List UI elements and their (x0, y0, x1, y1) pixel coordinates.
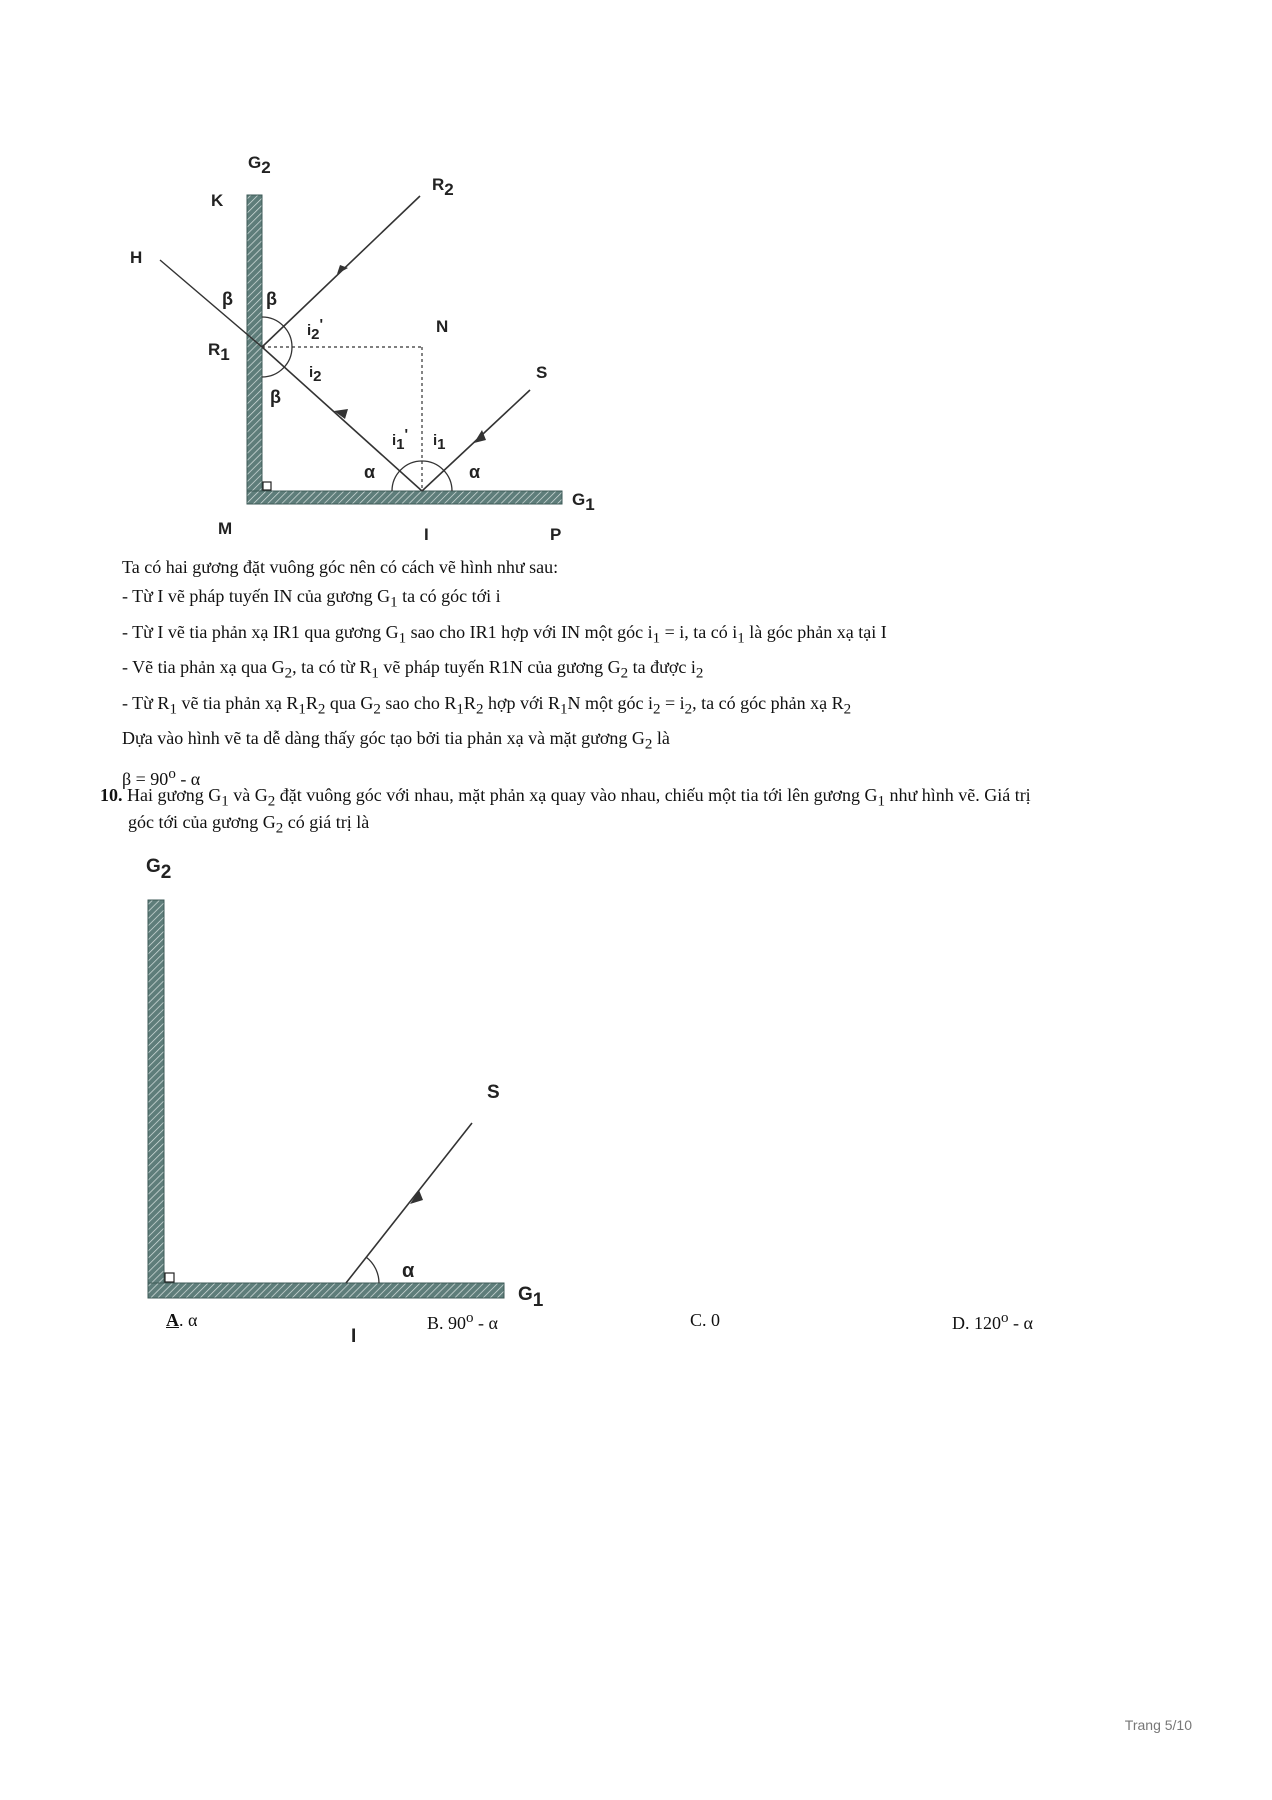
label-i2-prime: i2' (307, 316, 324, 343)
angle-arc-alpha (366, 1257, 379, 1283)
label-i: I (424, 525, 429, 544)
mirror-g1 (247, 491, 562, 504)
answer-a[interactable]: A. α (166, 1310, 198, 1330)
label-i2: i2 (309, 364, 322, 385)
solution-conclusion: Dựa vào hình vẽ ta dễ dàng thấy góc tạo bởi tia phản xạ và mặt gương $G_2$ là (122, 728, 670, 753)
label-n: N (436, 317, 449, 336)
question-10 (100, 785, 1180, 838)
label-beta-bottom: β (270, 387, 281, 407)
label-h: H (130, 248, 143, 267)
label-i1-prime: i1' (392, 426, 409, 453)
label-beta-left: β (222, 289, 233, 309)
mirror-g2 (148, 900, 164, 1298)
label-g2: G2 (248, 153, 271, 177)
answer-b[interactable]: B. 90$^o$ - α (427, 1310, 498, 1333)
label-g1: G1 (572, 490, 595, 514)
label-p: P (550, 525, 562, 544)
label-beta-right: β (266, 289, 277, 309)
right-angle-mark (263, 482, 271, 490)
label-k: K (211, 191, 224, 210)
incident-ray (346, 1123, 472, 1283)
label-m: M (218, 519, 233, 538)
answer-d[interactable]: D. 120$^o$ - α (952, 1310, 1033, 1333)
label-s: S (536, 363, 548, 382)
question-number: 10. (100, 785, 123, 805)
right-angle-mark (165, 1273, 174, 1282)
figure-mirror-reflection-solution (0, 0, 1272, 560)
answer-c[interactable]: C. 0 (690, 1310, 721, 1330)
label-g1: G1 (518, 1284, 544, 1311)
question-line-1: 10. Hai gương $G_1$ và $G_2$ đặt vuông góc với nhau, mặt phản xạ quay vào nhau, chiếu một tia tới lên gương $G_1$ như hình vẽ. Giá trị (100, 785, 1031, 810)
label-r2: R2 (432, 175, 454, 199)
label-r1: R1 (208, 340, 230, 364)
arrow-incident (410, 1190, 423, 1204)
solution-result: $\beta = 90^o - \alpha$ (122, 765, 201, 789)
label-alpha-left: α (364, 462, 376, 482)
label-i1: i1 (433, 432, 446, 453)
solution-step-2: - Từ I vẽ tia phản xạ IR1 qua gương $G_1$ sao cho IR1 hợp với IN một góc $i_1 = i$, ta có $i_1$ là góc phản xạ tại I (122, 621, 887, 647)
label-alpha: α (402, 1260, 415, 1282)
label-i: I (351, 1326, 357, 1347)
solution-text (122, 553, 1122, 794)
solution-step-3: - Vẽ tia phản xạ qua $G_2$, ta có từ $R_1$ vẽ pháp tuyến R1N của gương $G_2$ ta được $i_2$ (122, 657, 704, 682)
question-line-2: góc tới của gương $G_2$ có giá trị là (128, 811, 370, 837)
page-number: Trang 5/10 (1124, 1717, 1192, 1733)
solution-intro: Ta có hai gương đặt vuông góc nên có cách vẽ hình như sau: (122, 557, 559, 577)
label-s: S (487, 1082, 500, 1103)
solution-step-4: - Từ $R_1$ vẽ tia phản xạ $R_1R_2$ qua $G_2$ sao cho $R_1R_2$ hợp với $R_1N$ một góc $i_2 = i_2$, ta có góc phản xạ $R_2$ (122, 692, 852, 718)
reflected-ray-ir1 (262, 347, 422, 491)
mirror-g1 (148, 1283, 504, 1298)
label-g2: G2 (146, 856, 172, 883)
label-alpha-right: α (469, 462, 481, 482)
solution-step-1: - Từ I vẽ pháp tuyến IN của gương $G_1$ ta có góc tới i (122, 586, 501, 611)
